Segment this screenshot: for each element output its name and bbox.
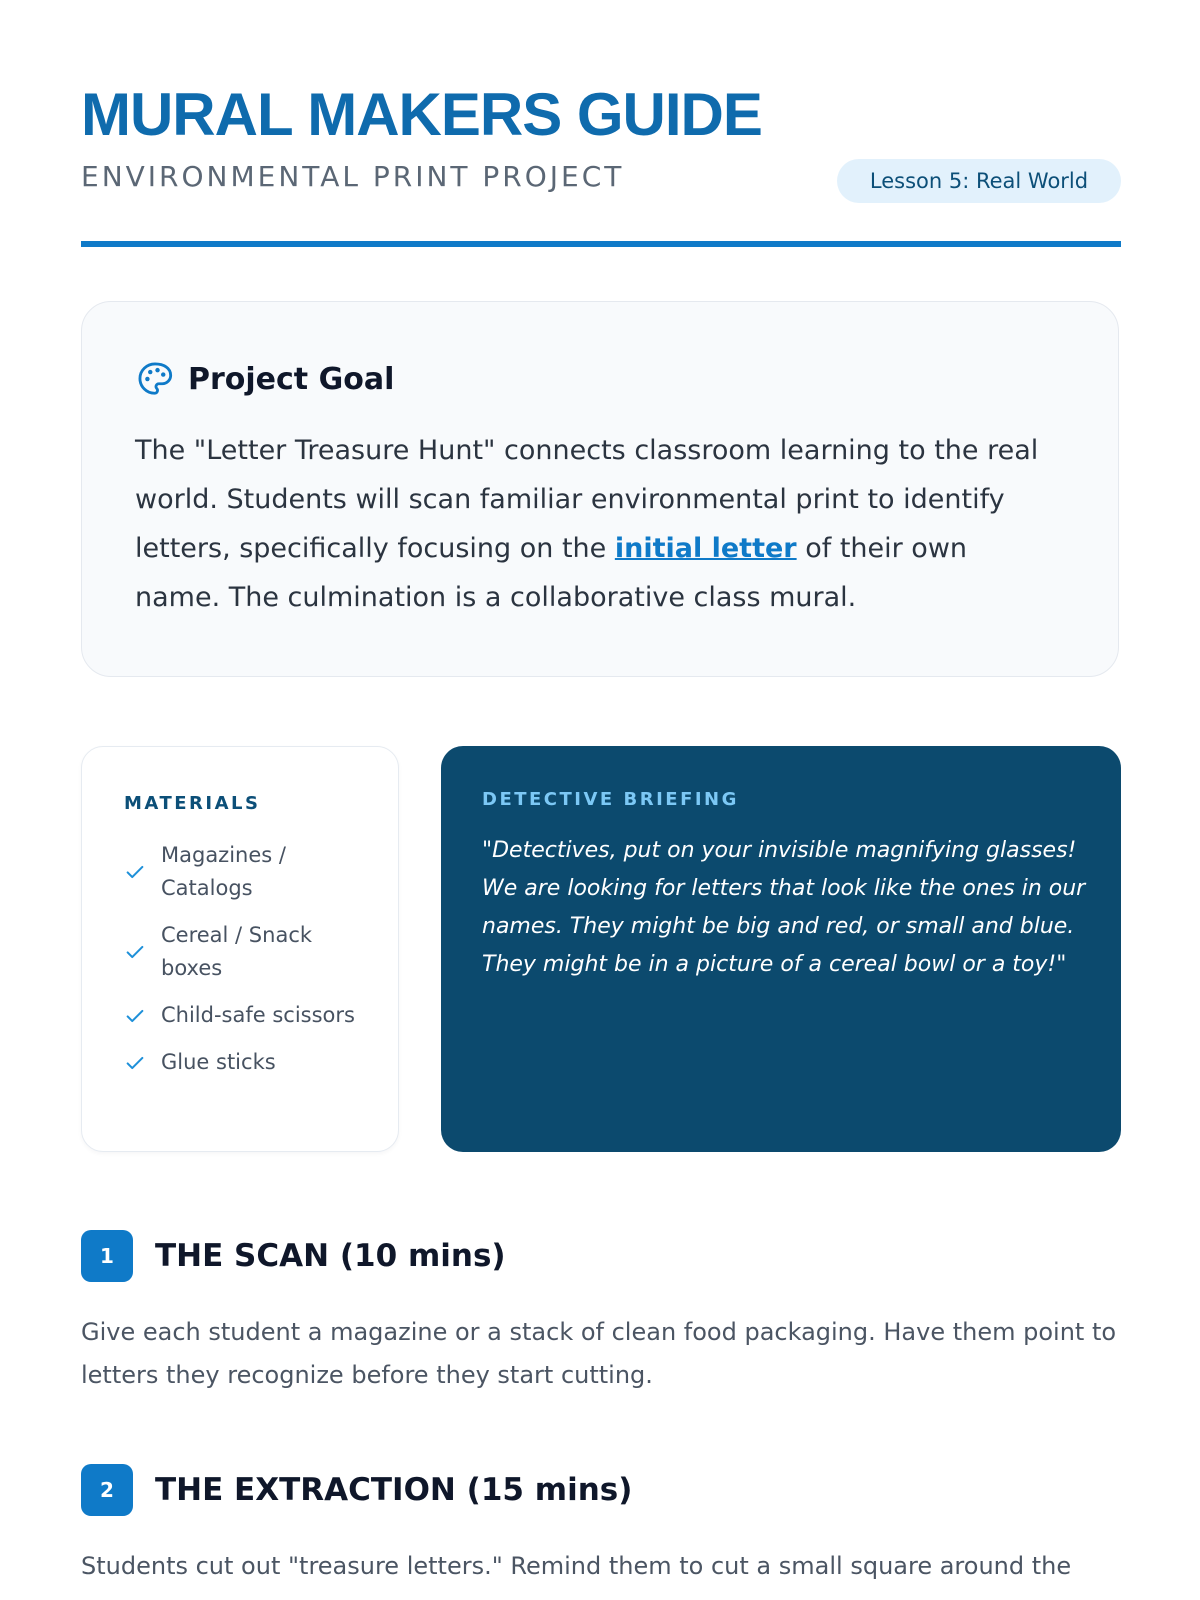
step-number-badge: 1 (81, 1230, 133, 1282)
step-title: THE EXTRACTION (15 mins) (155, 1472, 633, 1508)
goal-text-part: of their own name. The culmination is a collaborative class mural. (135, 533, 968, 613)
materials-item-label: Child-safe scissors (161, 1003, 355, 1027)
project-goal-header (136, 357, 394, 401)
project-goal-title: Project Goal (188, 361, 395, 397)
materials-title: MATERIALS (124, 793, 261, 814)
check-icon (124, 1005, 146, 1027)
materials-item-label: Magazines / Catalogs (161, 843, 286, 900)
materials-item (124, 1046, 374, 1079)
check-icon (124, 861, 146, 883)
step-2-text: Students cut out "treasure letters." Remind them to cut a small square around the (81, 1552, 1072, 1580)
check-icon (124, 941, 146, 963)
step-2-header (81, 1464, 632, 1516)
materials-item-label: Cereal / Snack boxes (161, 923, 313, 980)
step-number-badge: 2 (81, 1464, 133, 1516)
initial-letter-highlight: initial letter (614, 533, 797, 564)
materials-item (124, 839, 374, 905)
page-subtitle: ENVIRONMENTAL PRINT PROJECT (81, 160, 625, 193)
goal-text-part: The "Letter Treasure Hunt" connects classroom learning to the real world. Students will scan familiar environmental print to identify letters, specifically focusing on the (135, 435, 1039, 564)
materials-item-label: Glue sticks (161, 1050, 276, 1074)
palette-icon (136, 360, 174, 398)
step-1-text: Give each student a magazine or a stack of clean food packaging. Have them point to letters they recognize before they start cutting. (81, 1318, 1117, 1389)
page-title: MURAL MAKERS GUIDE (81, 81, 762, 148)
lesson-badge: Lesson 5: Real World (837, 159, 1121, 203)
step-1-header (81, 1230, 506, 1282)
briefing-title: DETECTIVE BRIEFING (482, 789, 739, 810)
materials-item (124, 919, 374, 985)
materials-item (124, 999, 374, 1032)
detective-briefing-card (441, 746, 1121, 1152)
materials-card (81, 746, 399, 1152)
materials-list (124, 839, 374, 1093)
briefing-text: "Detectives, put on your invisible magnifying glasses! We are looking for letters that look like the ones in our names. They might be big and red, or small and blue. They might be in a picture of a cereal bowl or a toy!" (482, 838, 1086, 977)
step-title: THE SCAN (10 mins) (155, 1238, 506, 1274)
check-icon (124, 1052, 146, 1074)
header-divider (81, 241, 1121, 247)
project-goal-text (135, 426, 1055, 622)
